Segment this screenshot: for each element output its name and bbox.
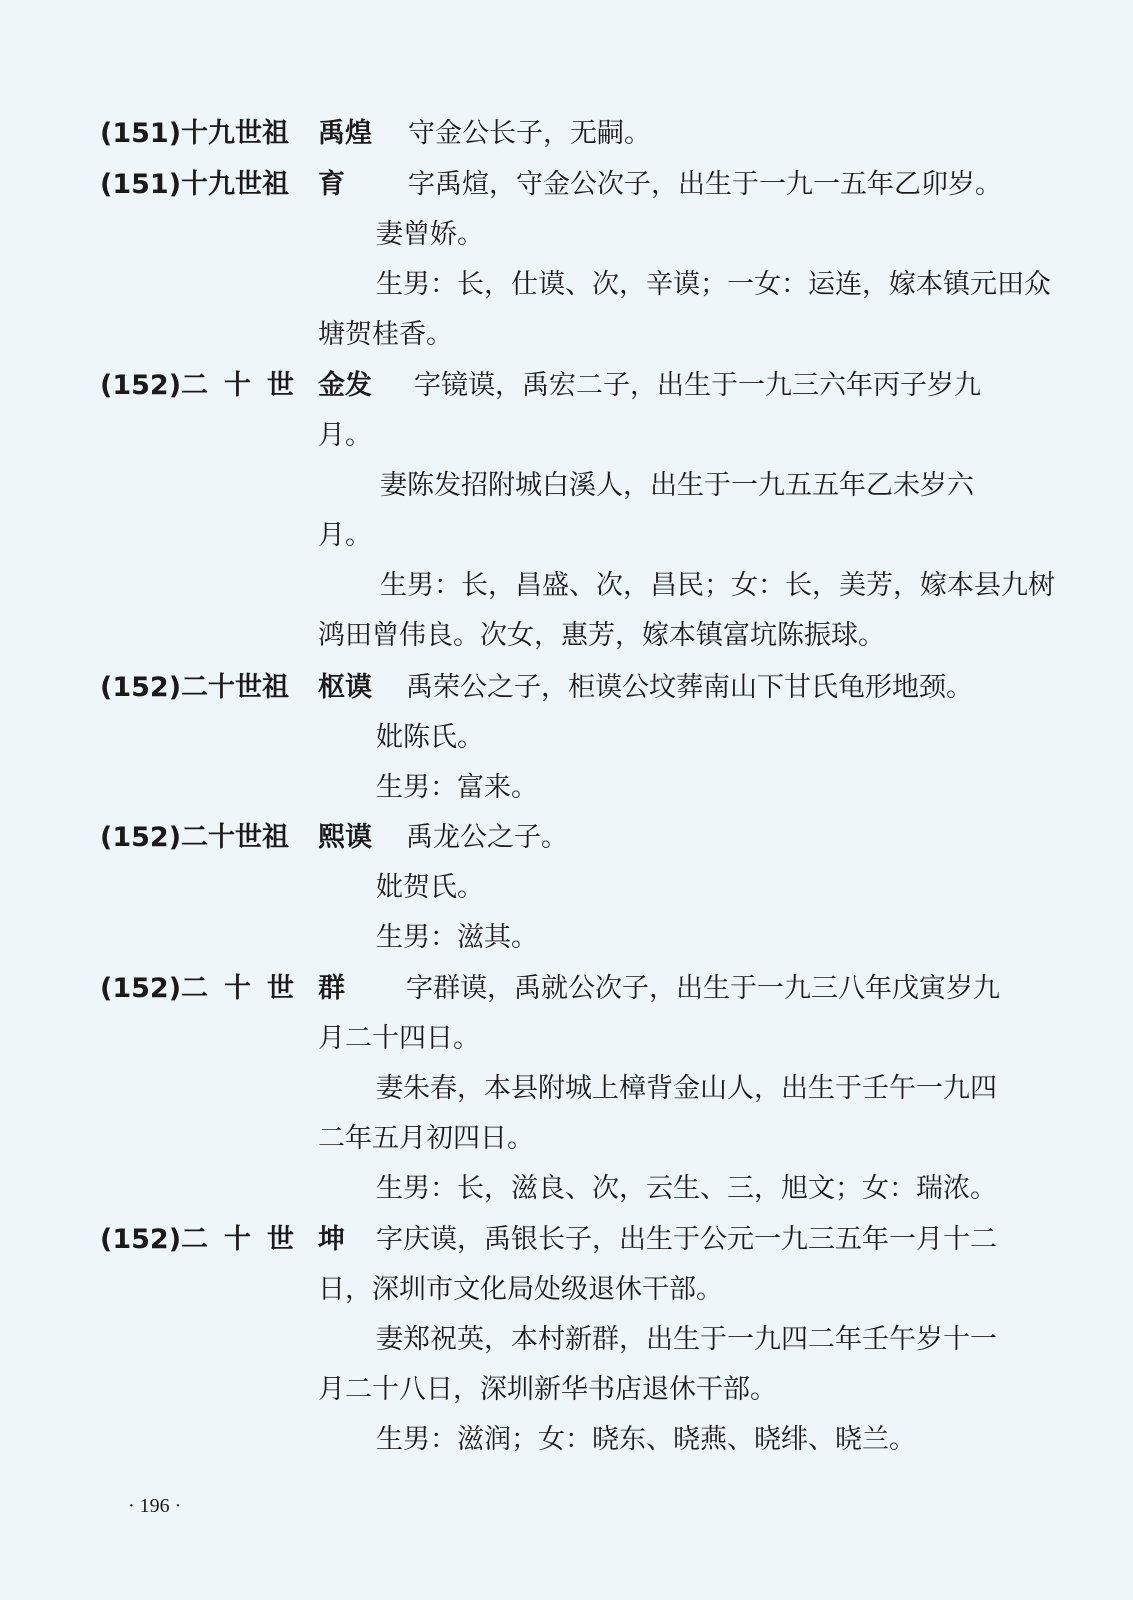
entry-text-line: 字禹煊，守金公次子，出生于一九一五年乙卯岁。	[408, 169, 1002, 200]
entry-text-line: 塘贺桂香。	[318, 319, 453, 350]
entry-number: (152)	[100, 1224, 182, 1255]
entry-heading	[100, 820, 289, 856]
entry-name: 群	[318, 973, 345, 1004]
entry-generation: 二十世祖	[181, 672, 290, 703]
entry-text-line: 生男：长，仕谟、次，辛谟；一女：运连，嫁本镇元田众	[376, 269, 1051, 300]
entry-text-line: 妻朱春，本县附城上樟背金山人，出生于壬午一九四	[376, 1073, 997, 1104]
entry-heading	[100, 368, 310, 404]
entry-generation: 二十世	[181, 1224, 311, 1255]
entry-number: (151)	[100, 118, 182, 149]
entry-name: 禹煌	[318, 118, 372, 149]
entry-text-line: 二年五月初四日。	[318, 1123, 534, 1154]
entry-number: (152)	[100, 973, 182, 1004]
entry-text-line: 月二十四日。	[318, 1023, 480, 1054]
entry-heading	[100, 971, 310, 1007]
entry-number: (152)	[100, 822, 182, 853]
entry-text-line: 妻曾娇。	[376, 219, 484, 250]
entry-name: 枢谟	[318, 672, 372, 703]
entry-number: (152)	[100, 370, 182, 401]
entry-name: 坤	[318, 1224, 345, 1255]
entry-text-line: 月。	[318, 420, 372, 451]
entry-text-line: 生男：滋其。	[376, 922, 538, 953]
page-number: · 196 ·	[128, 1495, 182, 1517]
entry-number: (152)	[100, 672, 182, 703]
entry-text-line: 妻陈发招附城白溪人，出生于一九五五年乙未岁六	[380, 470, 974, 501]
entry-heading	[100, 116, 289, 152]
entry-text-line: 妣贺氏。	[376, 872, 484, 903]
entry-text-line: 月。	[318, 520, 372, 551]
entry-heading	[100, 1222, 310, 1258]
entry-text-line: 妻郑祝英，本村新群，出生于一九四二年壬午岁十一	[376, 1324, 997, 1355]
entry-text-line: 生男：长，昌盛、次，昌民；女：长，美芳，嫁本县九树	[380, 570, 1055, 601]
entry-text-line: 日，深圳市文化局处级退休干部。	[318, 1274, 723, 1305]
entry-heading	[100, 670, 289, 706]
entry-name: 金发	[318, 370, 372, 401]
entry-text-line: 生男：长，滋良、次，云生、三，旭文；女：瑞浓。	[376, 1173, 997, 1204]
entry-text-line: 字群谟，禹就公次子，出生于一九三八年戊寅岁九	[406, 973, 1000, 1004]
entry-text-line: 生男：富来。	[376, 772, 538, 803]
entry-text-line: 字庆谟，禹银长子，出生于公元一九三五年一月十二	[376, 1224, 997, 1255]
entry-text-line: 禹龙公之子。	[406, 822, 568, 853]
entry-generation: 二十世	[181, 370, 311, 401]
entry-number: (151)	[100, 169, 182, 200]
entry-generation: 十九世祖	[181, 169, 290, 200]
entry-generation: 十九世祖	[181, 118, 290, 149]
entry-text-line: 守金公长子，无嗣。	[408, 118, 651, 149]
entry-name: 育	[318, 169, 345, 200]
entry-generation: 二十世祖	[181, 822, 290, 853]
entry-text-line: 月二十八日，深圳新华书店退休干部。	[318, 1374, 777, 1405]
entry-text-line: 生男：滋润；女：晓东、晓燕、晓绯、晓兰。	[376, 1424, 916, 1455]
entry-name: 熙谟	[318, 822, 372, 853]
entry-generation: 二十世	[181, 973, 311, 1004]
entry-heading	[100, 167, 289, 203]
entry-text-line: 禹荣公之子，柜谟公坟葬南山下甘氏龟形地颈。	[406, 672, 973, 703]
entry-text-line: 妣陈氏。	[376, 722, 484, 753]
entry-text-line: 字镜谟，禹宏二子，出生于一九三六年丙子岁九	[414, 370, 981, 401]
entry-text-line: 鸿田曾伟良。次女，惠芳，嫁本镇富坑陈振球。	[318, 620, 885, 651]
